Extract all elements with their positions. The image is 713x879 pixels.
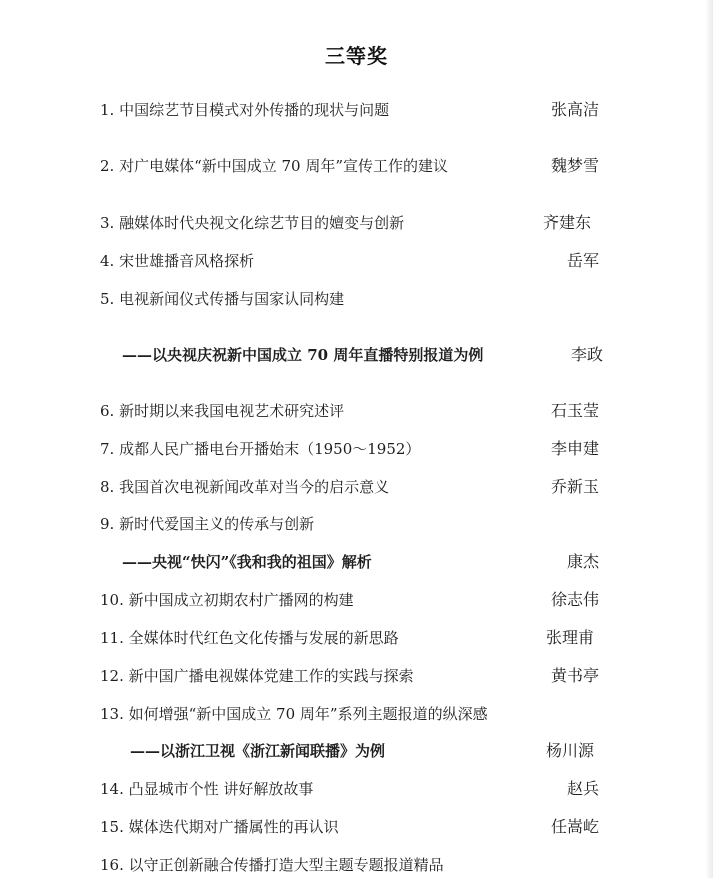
- list-item: [0, 437, 713, 463]
- list-item: [0, 98, 713, 124]
- entry-author: 石玉莹: [551, 401, 600, 420]
- entry-title: 15. 媒体迭代期对广播属性的再认识: [100, 818, 339, 836]
- entry-author: 赵兵: [567, 779, 600, 798]
- list-item: [0, 211, 713, 237]
- list-item: [0, 399, 713, 425]
- entry-author: 魏梦雪: [551, 156, 600, 175]
- list-item-subtitle: [0, 550, 713, 576]
- entry-author: 黄书亭: [551, 666, 600, 685]
- list-item-subtitle: [0, 343, 713, 369]
- list-item: [0, 702, 713, 728]
- list-item: [0, 588, 713, 614]
- entry-title: 9. 新时代爱国主义的传承与创新: [100, 515, 315, 533]
- entry-author: 李申建: [551, 439, 600, 458]
- entry-title: 7. 成都人民广播电台开播始末（1950～1952）: [100, 440, 421, 458]
- entry-title: 3. 融媒体时代央视文化综艺节目的嬗变与创新: [100, 214, 405, 232]
- list-item: [0, 475, 713, 501]
- entry-title: 13. 如何增强“新中国成立 70 周年”系列主题报道的纵深感: [100, 705, 488, 723]
- entry-title: 11. 全媒体时代红色文化传播与发展的新思路: [100, 629, 399, 647]
- entry-title: 16. 以守正创新融合传播打造大型主题专题报道精品: [100, 856, 444, 874]
- entry-author: 张高洁: [551, 100, 600, 119]
- entry-author: 张理甫: [546, 628, 595, 647]
- entry-subtitle: ——以浙江卫视《浙江新闻联播》为例: [130, 742, 386, 760]
- entry-title: 5. 电视新闻仪式传播与国家认同构建: [100, 290, 345, 308]
- page-edge-shadow: [705, 0, 713, 878]
- entry-title: 1. 中国综艺节目模式对外传播的现状与问题: [100, 101, 390, 119]
- entry-subtitle: ——以央视庆祝新中国成立 70 周年直播特别报道为例: [122, 346, 484, 364]
- list-item: [0, 815, 713, 841]
- entry-author: 康杰: [567, 552, 600, 571]
- entry-author: 杨川源: [546, 741, 595, 760]
- entry-author: 李政: [571, 345, 604, 364]
- list-item: [0, 249, 713, 275]
- list-item: [0, 154, 713, 180]
- entry-author: 齐建东: [543, 213, 592, 232]
- list-item: [0, 626, 713, 652]
- entry-title: 12. 新中国广播电视媒体党建工作的实践与探索: [100, 667, 414, 685]
- entry-author: 任嵩屹: [551, 817, 600, 836]
- list-item: [0, 664, 713, 690]
- list-item: [0, 287, 713, 313]
- list-item: [0, 777, 713, 803]
- entry-author: 岳军: [567, 251, 600, 270]
- entry-title: 4. 宋世雄播音风格探析: [100, 252, 255, 270]
- entry-title: 6. 新时期以来我国电视艺术研究述评: [100, 402, 345, 420]
- entry-author: 徐志伟: [551, 590, 600, 609]
- list-item: [0, 512, 713, 538]
- entry-title: 14. 凸显城市个性 讲好解放故事: [100, 780, 314, 798]
- entry-author: 乔新玉: [551, 477, 600, 496]
- entry-title: 8. 我国首次电视新闻改革对当今的启示意义: [100, 478, 390, 496]
- list-item-subtitle: [0, 739, 713, 765]
- list-item: [0, 853, 713, 879]
- entry-title: 2. 对广电媒体“新中国成立 70 周年”宣传工作的建议: [100, 157, 449, 175]
- entry-title: 10. 新中国成立初期农村广播网的构建: [100, 591, 354, 609]
- section-heading: 三等奖: [325, 44, 388, 68]
- entry-subtitle: ——央视“快闪”《我和我的祖国》解析: [122, 553, 372, 571]
